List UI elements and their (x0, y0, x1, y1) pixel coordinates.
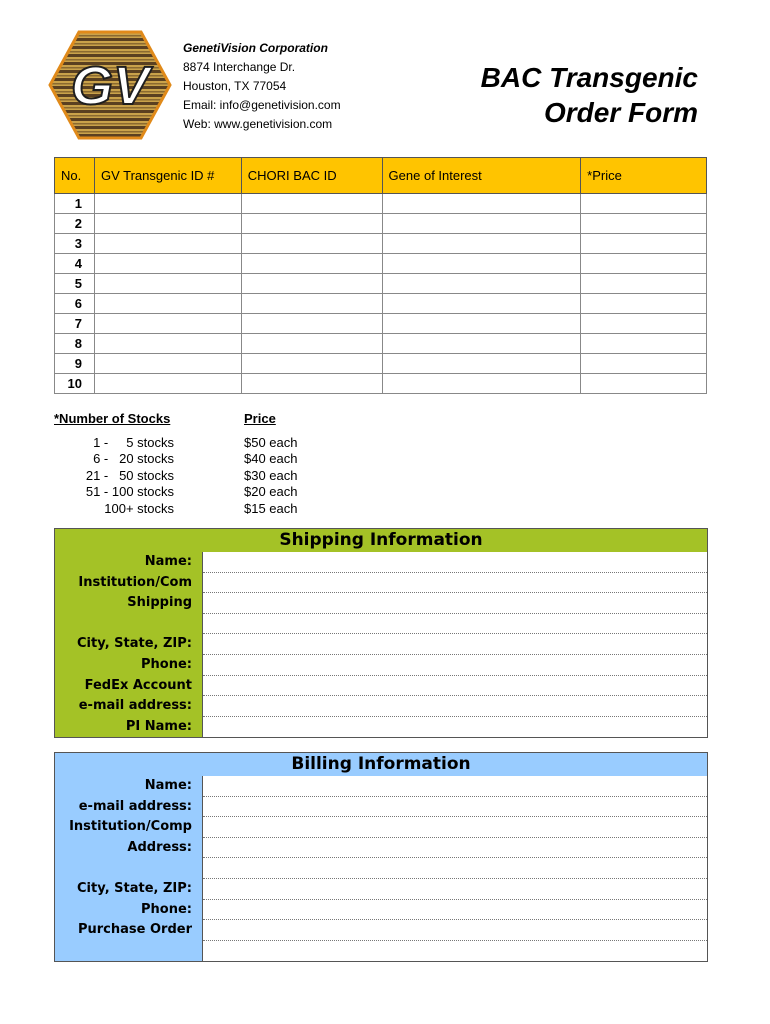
row-number: 10 (55, 374, 95, 394)
shipping-field-label (55, 614, 202, 635)
pricing-amount: $20 each (244, 484, 298, 500)
price-cell[interactable] (581, 334, 707, 354)
billing-field-label (55, 858, 202, 879)
shipping-field-input[interactable] (203, 614, 707, 635)
gv-id-cell[interactable] (94, 214, 241, 234)
billing-field-input[interactable] (203, 776, 707, 797)
price-cell[interactable] (581, 274, 707, 294)
shipping-field-label: Name: (144, 554, 192, 569)
pricing-price-list (244, 435, 298, 517)
price-cell[interactable] (581, 294, 707, 314)
shipping-field-input[interactable] (203, 717, 707, 738)
row-number: 6 (55, 294, 95, 314)
row-number: 3 (55, 234, 95, 254)
chori-id-cell[interactable] (241, 234, 382, 254)
chori-id-cell[interactable] (241, 274, 382, 294)
shipping-field-label: Shipping (127, 595, 192, 611)
shipping-field-input[interactable] (203, 696, 707, 717)
gv-id-cell[interactable] (94, 334, 241, 354)
gene-cell[interactable] (382, 374, 581, 394)
gv-id-cell[interactable] (94, 314, 241, 334)
chori-id-cell[interactable] (241, 354, 382, 374)
shipping-fields (203, 552, 707, 737)
shipping-field-input[interactable] (203, 634, 707, 655)
gene-cell[interactable] (382, 194, 581, 214)
order-row (55, 194, 707, 214)
gene-cell[interactable] (382, 234, 581, 254)
gene-cell[interactable] (382, 214, 581, 234)
shipping-field-label: Phone: (141, 656, 192, 672)
price-cell[interactable] (581, 254, 707, 274)
gv-id-cell[interactable] (94, 294, 241, 314)
gene-cell[interactable] (382, 334, 581, 354)
shipping-labels (55, 552, 203, 737)
billing-field-input[interactable] (203, 838, 707, 859)
pricing-qty-list (54, 435, 174, 517)
billing-field-input[interactable] (203, 817, 707, 838)
pricing-amount: $30 each (244, 467, 298, 483)
pricing-price-header: Price (244, 411, 276, 426)
gene-cell[interactable] (382, 294, 581, 314)
shipping-field-input[interactable] (203, 552, 707, 573)
header-price: *Price (581, 158, 707, 194)
order-row (55, 314, 707, 334)
genetivision-logo (48, 30, 172, 140)
company-email: Email: info@genetivision.com (183, 98, 341, 112)
row-number: 4 (55, 254, 95, 274)
price-cell[interactable] (581, 354, 707, 374)
order-row (55, 354, 707, 374)
billing-field-input[interactable] (203, 900, 707, 921)
header-chori-id: CHORI BAC ID (241, 158, 382, 194)
row-number: 2 (55, 214, 95, 234)
chori-id-cell[interactable] (241, 334, 382, 354)
form-title-line2: Order Form (543, 97, 698, 128)
gv-id-cell[interactable] (94, 374, 241, 394)
company-web: Web: www.genetivision.com (183, 117, 333, 131)
gv-id-cell[interactable] (94, 234, 241, 254)
billing-field-label: Purchase Order (77, 922, 192, 938)
pricing-qty: 1 - 5 stocks (93, 435, 174, 450)
billing-section (54, 752, 708, 962)
shipping-field-label: Institution/Com (78, 574, 192, 590)
form-title (481, 60, 698, 130)
billing-field-label: City, State, ZIP: (77, 880, 192, 896)
form-title-line1: BAC Transgenic (480, 62, 698, 93)
order-table-header-row (55, 158, 707, 194)
row-number: 9 (55, 354, 95, 374)
shipping-field-label: City, State, ZIP: (77, 636, 192, 652)
billing-title: Billing Information (55, 753, 707, 776)
shipping-field-label: PI Name: (125, 718, 192, 734)
price-cell[interactable] (581, 234, 707, 254)
gv-id-cell[interactable] (94, 194, 241, 214)
shipping-field-input[interactable] (203, 593, 707, 614)
billing-field-input[interactable] (203, 797, 707, 818)
row-number: 7 (55, 314, 95, 334)
billing-field-label: e-mail address: (78, 798, 192, 814)
order-row (55, 374, 707, 394)
gene-cell[interactable] (382, 274, 581, 294)
shipping-field-input[interactable] (203, 573, 707, 594)
gv-id-cell[interactable] (94, 254, 241, 274)
company-info (183, 39, 341, 134)
billing-field-label (55, 941, 202, 962)
order-row (55, 294, 707, 314)
shipping-section (54, 528, 708, 738)
header-gv-id: GV Transgenic ID # (94, 158, 241, 194)
billing-field-input[interactable] (203, 941, 707, 962)
pricing-qty-header: *Number of Stocks (54, 411, 171, 426)
row-number: 1 (55, 194, 95, 214)
billing-field-input[interactable] (203, 858, 707, 879)
header-gene: Gene of Interest (382, 158, 581, 194)
price-cell[interactable] (581, 214, 707, 234)
pricing-qty: 51 - 100 stocks (85, 484, 174, 500)
billing-field-label: Address: (127, 839, 192, 855)
order-row (55, 334, 707, 354)
billing-field-label: Name: (144, 778, 192, 793)
billing-fields (203, 776, 707, 961)
gene-cell[interactable] (382, 314, 581, 334)
shipping-field-input[interactable] (203, 676, 707, 697)
shipping-field-label: e-mail address: (78, 698, 192, 714)
row-number: 5 (55, 274, 95, 294)
pricing-qty: 100+ stocks (104, 500, 174, 516)
order-row (55, 214, 707, 234)
billing-labels (55, 776, 203, 961)
gv-id-cell[interactable] (94, 354, 241, 374)
pricing-qty: 6 - 20 stocks (93, 451, 174, 467)
gene-cell[interactable] (382, 354, 581, 374)
gv-id-cell[interactable] (94, 274, 241, 294)
shipping-field-input[interactable] (203, 655, 707, 676)
chori-id-cell[interactable] (241, 194, 382, 214)
header-no: No. (55, 158, 95, 194)
chori-id-cell[interactable] (241, 314, 382, 334)
logo-lettering: GV (70, 56, 150, 116)
price-cell[interactable] (581, 194, 707, 214)
shipping-field-label: FedEx Account (84, 677, 192, 693)
company-name: GenetiVision Corporation (183, 41, 328, 55)
billing-field-input[interactable] (203, 879, 707, 900)
price-cell[interactable] (581, 314, 707, 334)
chori-id-cell[interactable] (241, 214, 382, 234)
chori-id-cell[interactable] (241, 254, 382, 274)
chori-id-cell[interactable] (241, 294, 382, 314)
company-address-line1: 8874 Interchange Dr. (183, 60, 296, 74)
order-row (55, 234, 707, 254)
pricing-amount: $40 each (244, 451, 298, 467)
pricing-amount: $50 each (244, 435, 298, 450)
gene-cell[interactable] (382, 254, 581, 274)
order-row (55, 274, 707, 294)
row-number: 8 (55, 334, 95, 354)
shipping-title: Shipping Information (55, 529, 707, 552)
order-row (55, 254, 707, 274)
billing-field-label: Institution/Comp (69, 819, 192, 835)
billing-field-input[interactable] (203, 920, 707, 941)
billing-field-label: Phone: (141, 901, 192, 917)
chori-id-cell[interactable] (241, 374, 382, 394)
order-table (54, 157, 707, 394)
pricing-amount: $15 each (244, 500, 298, 516)
pricing-qty: 21 - 50 stocks (85, 467, 174, 483)
company-address-line2: Houston, TX 77054 (183, 79, 287, 93)
price-cell[interactable] (581, 374, 707, 394)
